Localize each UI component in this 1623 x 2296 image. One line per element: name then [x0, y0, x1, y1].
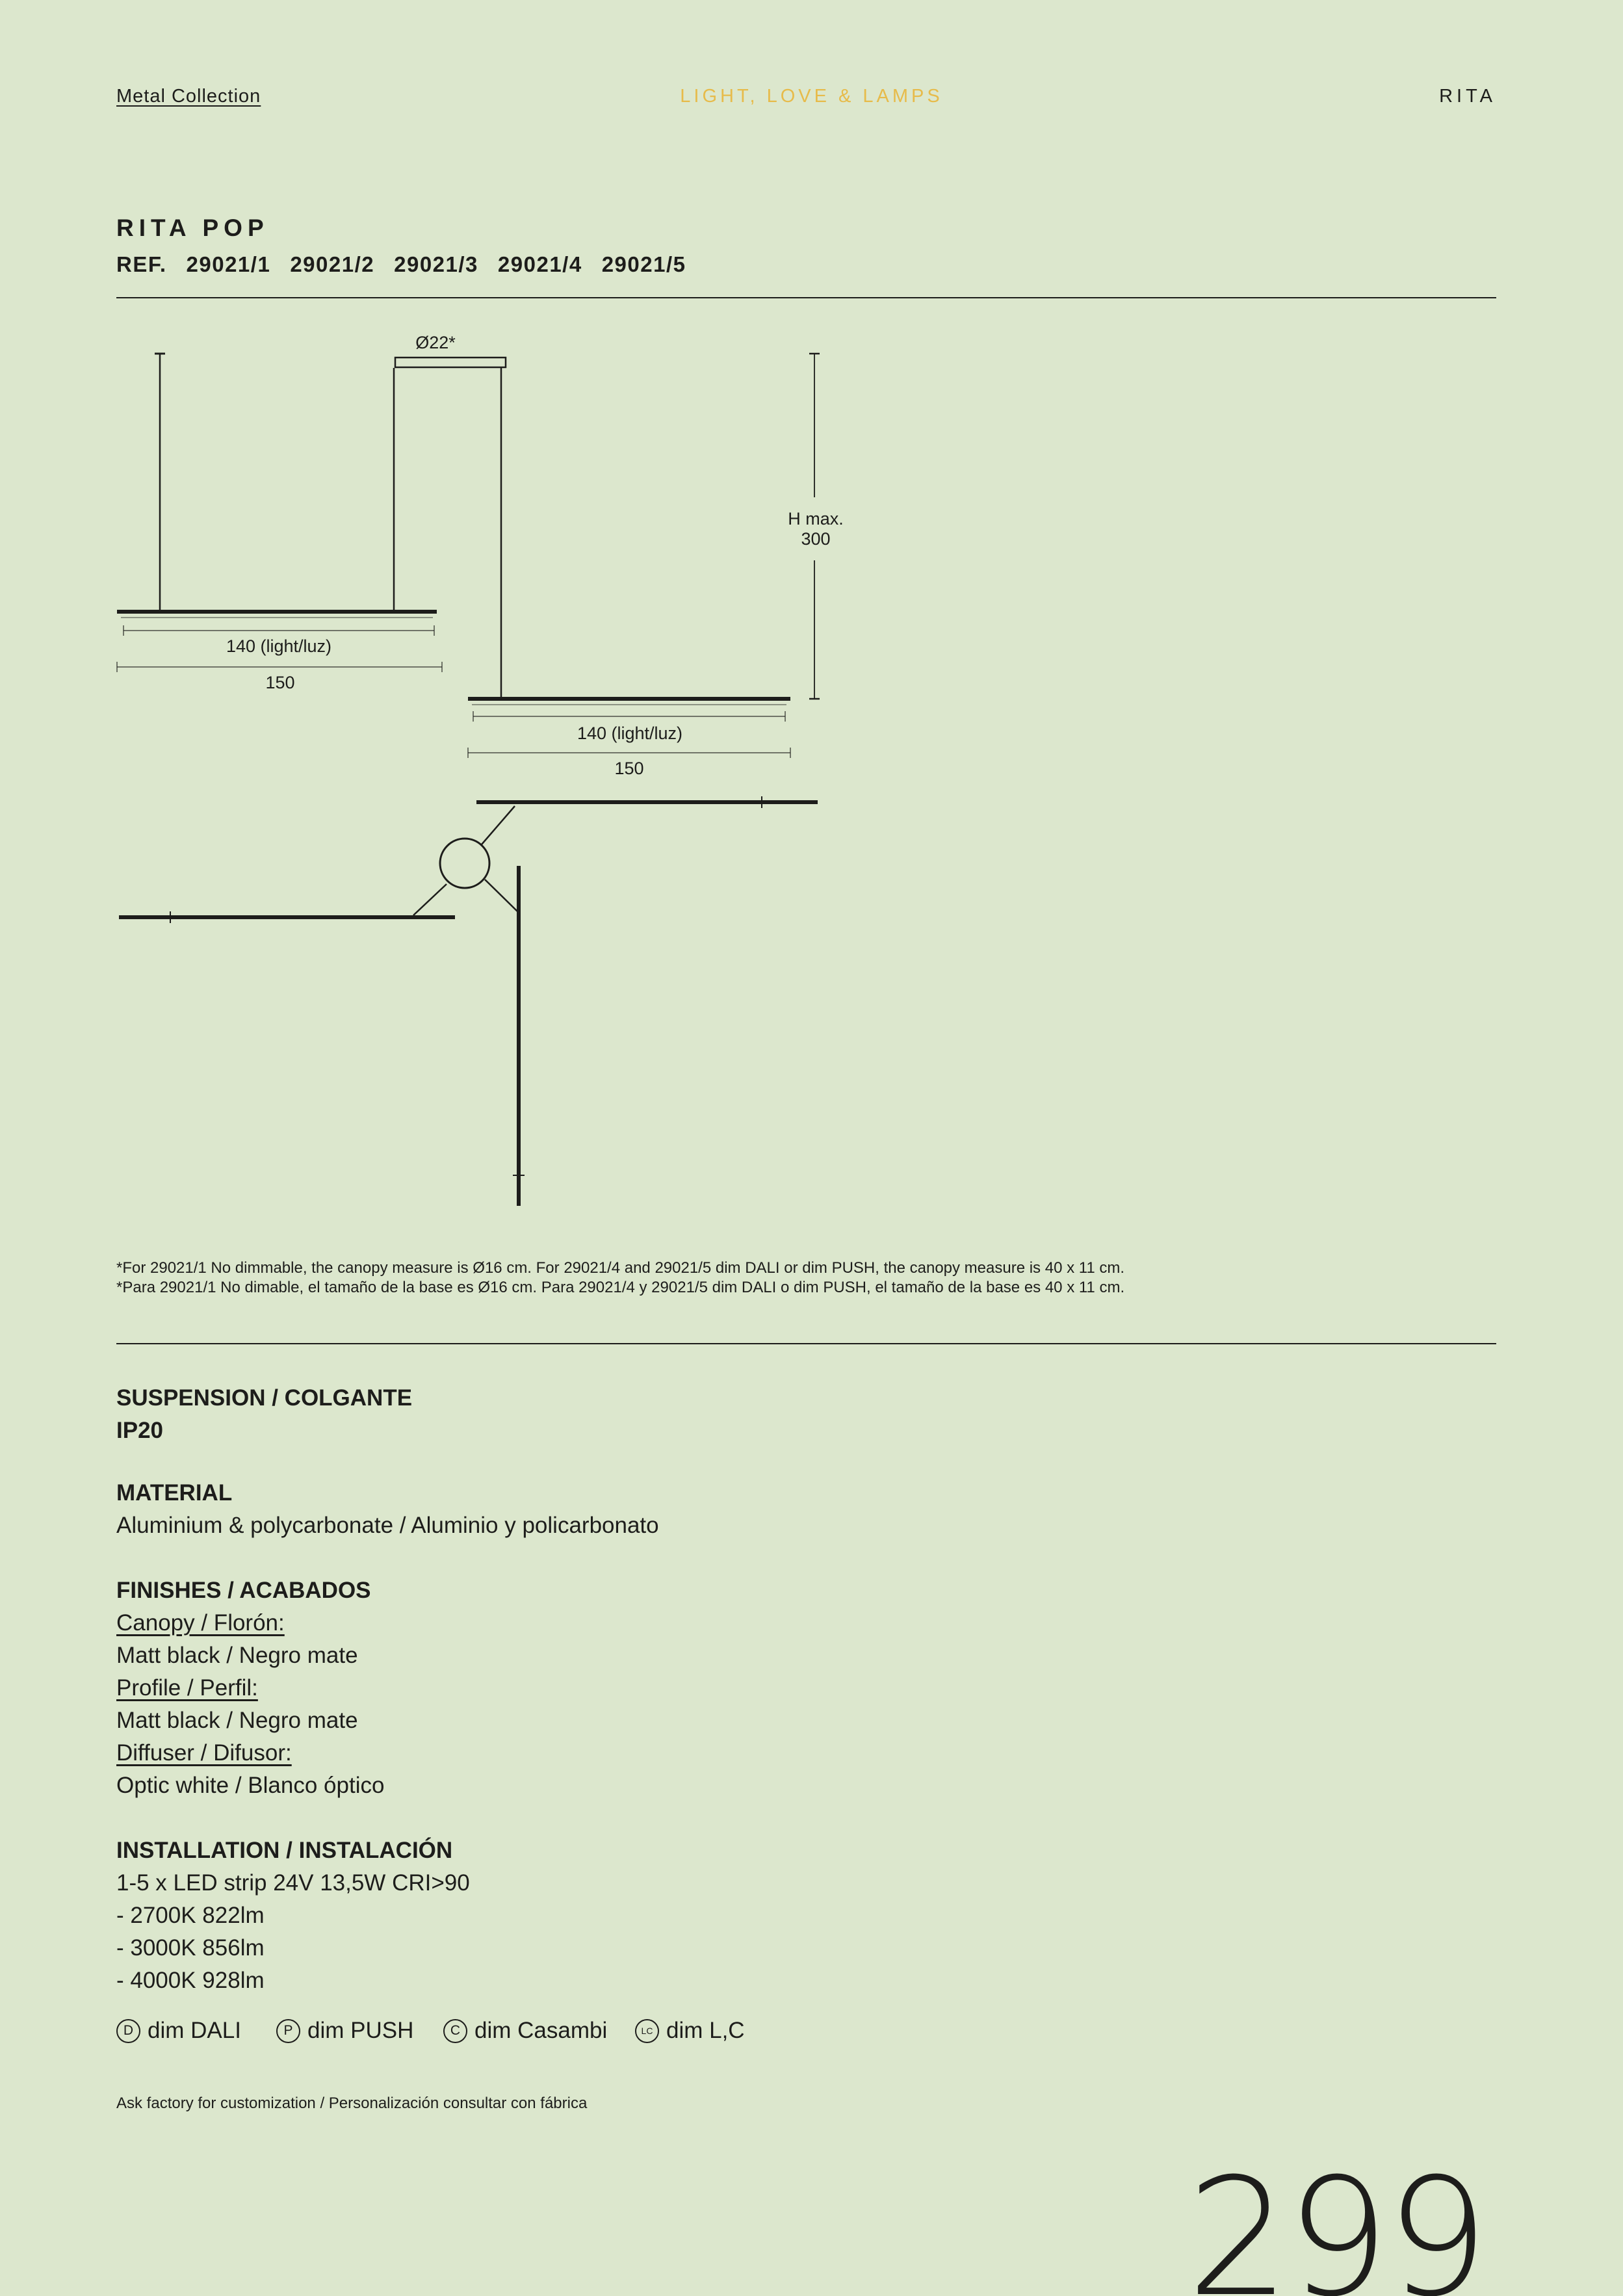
- footnote-es: *Para 29021/1 No dimable, el tamaño de la base es Ø16 cm. Para 29021/4 y 29021/5 dim DALI o dim PUSH, el tamaño de la base es 40 x 11 cm.: [116, 1279, 1125, 1296]
- ref-number: 29021/4: [497, 252, 582, 276]
- finish-label-diffuser: Diffuser / Difusor:: [116, 1740, 292, 1766]
- height-max-value: 300: [801, 529, 831, 549]
- ref-number: 29021/1: [186, 252, 271, 276]
- bar2-light-length-label: 140 (light/luz): [577, 724, 683, 743]
- dimming-options: [116, 2018, 1026, 2057]
- finish-value-canopy: Matt black / Negro mate: [116, 1643, 358, 1668]
- finish-label-profile: Profile / Perfil:: [116, 1675, 258, 1701]
- ip-rating: IP20: [116, 1418, 163, 1443]
- dimming-label: dim PUSH: [307, 2018, 414, 2043]
- specifications: [116, 1382, 1026, 1997]
- ref-number: 29021/3: [394, 252, 478, 276]
- product-family-label: RITA: [1439, 86, 1496, 107]
- front-view-left-lamp: [117, 354, 442, 672]
- dimming-option-casambi: [443, 2018, 607, 2044]
- finish-value-diffuser: Optic white / Blanco óptico: [116, 1773, 385, 1798]
- footnote-en: *For 29021/1 No dimmable, the canopy measure is Ø16 cm. For 29021/4 and 29021/5 dim DALI or dim PUSH, the canopy measure is 40 x 11 cm.: [116, 1259, 1124, 1277]
- installation-heading: INSTALLATION / INSTALACIÓN: [116, 1838, 453, 1863]
- dimming-option-lc: [635, 2018, 745, 2044]
- ref-number: 29021/5: [601, 252, 686, 276]
- ref-number: 29021/2: [290, 252, 375, 276]
- canopy-diameter-label: Ø22*: [415, 333, 456, 352]
- dali-circle-icon: D: [116, 2019, 140, 2043]
- collection-label: Metal Collection: [116, 86, 261, 107]
- canopy-side-view: [395, 358, 506, 367]
- installation-line-2700k: - 2700K 822lm: [116, 1903, 265, 1928]
- plan-view: [119, 796, 818, 1206]
- divider-specs: [116, 1343, 1496, 1344]
- push-circle-icon: P: [276, 2019, 300, 2043]
- material-value: Aluminium & polycarbonate / Aluminio y policarbonato: [116, 1513, 659, 1538]
- ref-prefix: REF.: [116, 252, 167, 276]
- lc-circle-icon: LC: [635, 2019, 659, 2043]
- finish-value-profile: Matt black / Negro mate: [116, 1708, 358, 1733]
- dimming-label: dim DALI: [148, 2018, 241, 2043]
- finish-label-canopy: Canopy / Florón:: [116, 1610, 285, 1636]
- bar2-total-length-label: 150: [614, 759, 644, 778]
- installation-line-4000k: - 4000K 928lm: [116, 1968, 265, 1993]
- page-number: 299: [1186, 2143, 1485, 2296]
- dimming-option-dali: [116, 2018, 241, 2044]
- page-title: RITA POP: [116, 215, 269, 241]
- dimming-label: dim Casambi: [474, 2018, 608, 2043]
- material-heading: MATERIAL: [116, 1480, 233, 1506]
- footnotes: [116, 1259, 1124, 1298]
- casambi-circle-icon: C: [443, 2019, 467, 2043]
- dimming-option-push: [276, 2018, 413, 2044]
- height-max-label: H max.: [788, 509, 844, 528]
- mounting-type: SUSPENSION / COLGANTE: [116, 1385, 413, 1411]
- finishes-heading: FINISHES / ACABADOS: [116, 1578, 371, 1603]
- bar1-total-length-label: 150: [265, 673, 295, 692]
- brand-slogan: LIGHT, LOVE & LAMPS: [680, 86, 943, 107]
- dimming-label: dim L,C: [666, 2018, 745, 2043]
- installation-line-led: 1-5 x LED strip 24V 13,5W CRI>90: [116, 1870, 470, 1896]
- bar1-light-length-label: 140 (light/luz): [226, 636, 332, 656]
- installation-line-3000k: - 3000K 856lm: [116, 1935, 265, 1961]
- customization-note: Ask factory for customization / Personalización consultar con fábrica: [116, 2094, 588, 2112]
- front-view-right-lamp: [468, 367, 790, 758]
